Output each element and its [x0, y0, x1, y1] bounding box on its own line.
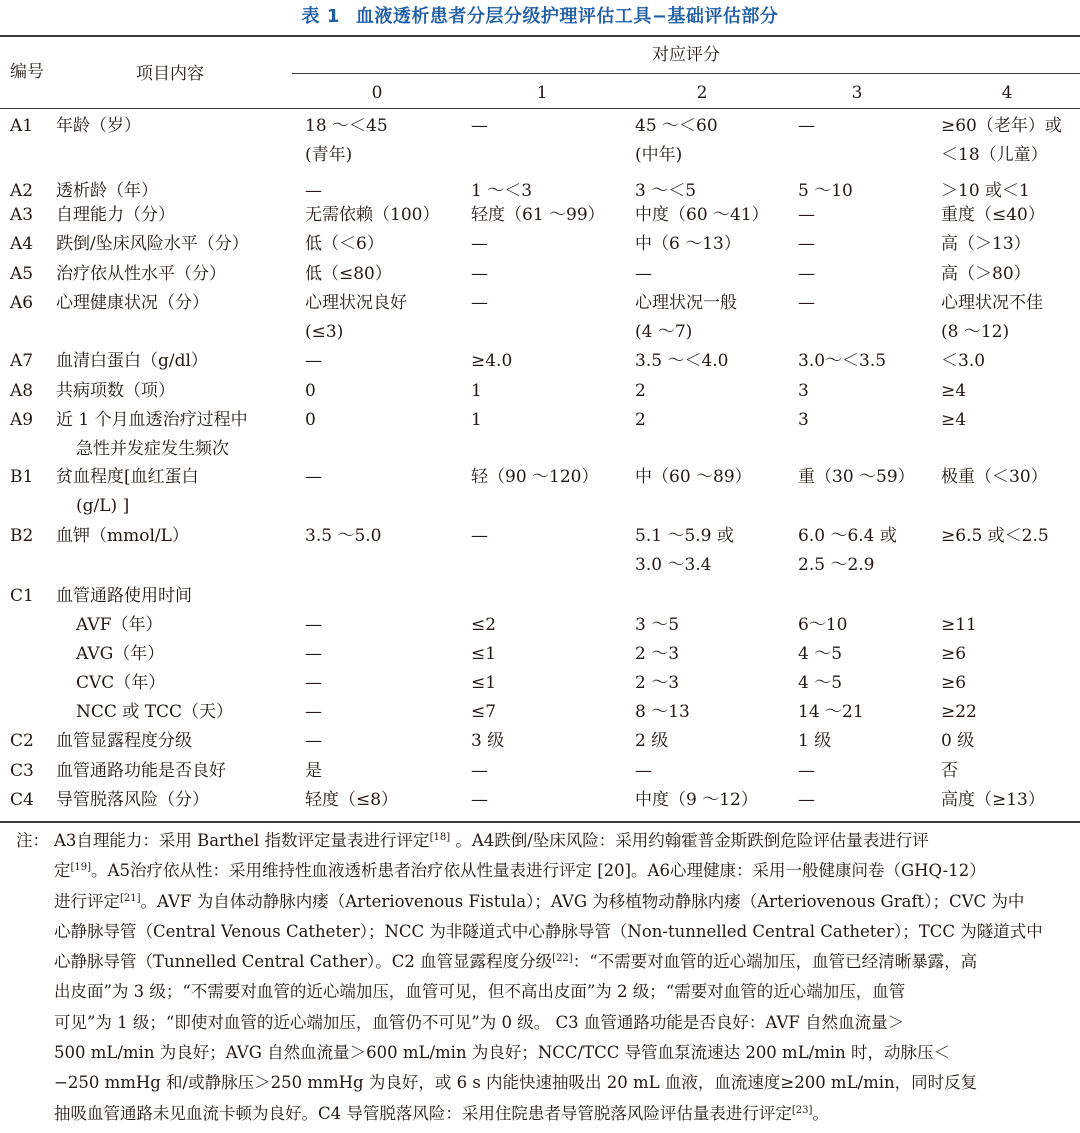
- row-score-2-line2: (中年): [635, 145, 683, 165]
- note-line: [54, 1038, 1066, 1068]
- row-item: 共病项数（项）: [56, 381, 175, 401]
- row-score-0: 是: [305, 761, 322, 781]
- row-score-2: 2 ～3: [635, 673, 680, 693]
- row-score-2: 3 ～5: [635, 615, 680, 635]
- row-score-0: —: [305, 673, 322, 693]
- note-reference: [22]: [552, 953, 573, 965]
- row-score-2: 2 级: [635, 731, 669, 751]
- row-score-3: 3: [798, 381, 809, 401]
- row-score-2: 5.1 ～5.9 或: [635, 526, 734, 546]
- row-score-1: —: [471, 761, 488, 781]
- row-score-1: ≤7: [471, 702, 497, 722]
- row-id: B2: [10, 526, 34, 546]
- row-score-0-line2: (≤3): [305, 322, 344, 342]
- note-reference: [23]: [791, 1104, 813, 1116]
- row-score-4: 极重（＜30）: [941, 467, 1048, 487]
- row-score-3: —: [798, 264, 815, 284]
- header-score-2: 2: [696, 83, 708, 103]
- row-score-0: —: [305, 702, 322, 722]
- row-score-1: 1 ～＜3: [471, 181, 533, 201]
- row-score-3: —: [798, 234, 815, 254]
- header-rule: [0, 108, 1080, 109]
- note-reference: [18]: [429, 832, 451, 843]
- note-line: [54, 856, 1066, 886]
- row-id: A2: [10, 181, 34, 201]
- row-score-3: 重（30 ～59）: [798, 467, 915, 487]
- note-text: −250 mmHg 和/或静脉压＞250 mmHg 为良好，或 6 s 内能快速抽吸出 20 mL 血液，血流速度≥200 mL/min，同时反复: [54, 1073, 978, 1093]
- header-score-3: 3: [851, 83, 863, 103]
- note-text: 500 mL/min 为良好；AVG 自然血流量＞600 mL/min 为良好；NCC/TCC 导管血泵流速达 200 mL/min 时，动脉压＜: [54, 1043, 951, 1063]
- row-id: A1: [10, 116, 34, 136]
- row-score-2: 中（60 ～89）: [635, 467, 752, 487]
- note-text: 心静脉导管（Tunnelled Central Cather）。C2 血管显露程度分级: [54, 952, 553, 972]
- row-score-4: ＜3.0: [941, 351, 986, 371]
- note-line: [54, 1008, 1066, 1038]
- note-line: [54, 917, 1066, 947]
- row-item: CVC（年）: [76, 673, 166, 693]
- row-item: 血钾（mmol/L）: [56, 526, 189, 546]
- row-score-4: ≥11: [941, 615, 977, 635]
- row-score-1: 3 级: [471, 731, 505, 751]
- row-item: 透析龄（年）: [56, 181, 158, 201]
- row-score-4: ≥4: [941, 410, 967, 430]
- row-score-1: 1: [471, 410, 482, 430]
- note-text: A3自理能力：采用 Barthel 指数评定量表进行评定: [54, 831, 430, 850]
- note-line: [54, 1068, 1066, 1098]
- note-text-continued: 。A4跌倒/坠床风险：采用约翰霍普金斯跌倒危险评估量表进行评: [450, 831, 929, 850]
- row-item: 年龄（岁）: [56, 116, 141, 136]
- row-score-2-line2: 3.0 ～3.4: [635, 555, 712, 575]
- row-score-1: —: [471, 234, 488, 254]
- row-score-4: 0 级: [941, 731, 975, 751]
- row-score-3: —: [798, 761, 815, 781]
- row-score-1: 轻度（61 ～99）: [471, 205, 605, 225]
- row-score-3: 3: [798, 410, 809, 430]
- row-score-2: 中度（9 ～12）: [635, 790, 758, 810]
- row-score-4: ≥6.5 或＜2.5: [941, 526, 1049, 546]
- header-score-1: 1: [536, 83, 548, 103]
- row-score-4: ≥6: [941, 644, 967, 664]
- note-text-continued: ：“不需要对血管的近心端加压，血管已经清晰暴露，高: [572, 952, 978, 972]
- row-score-2-line2: (4 ～7): [635, 322, 693, 342]
- row-score-1: —: [471, 264, 488, 284]
- row-score-1: —: [471, 293, 488, 313]
- row-item: AVG（年）: [76, 644, 165, 664]
- row-score-2: 2 ～3: [635, 644, 680, 664]
- row-item: 血管通路使用时间: [56, 586, 192, 606]
- row-score-3: —: [798, 790, 815, 810]
- row-id: C4: [10, 790, 34, 810]
- note-text-continued: 。AVF 为自体动静脉内瘘（Arteriovenous Fistula）；AVG 为移植物动静脉内瘘（Arteriovenous Graft）；CVC 为中: [140, 891, 1025, 911]
- row-id: C3: [10, 761, 34, 781]
- row-score-0: —: [305, 351, 322, 371]
- row-item-line2: (g/L) ]: [76, 496, 130, 516]
- note-text: 抽吸血管通路未见血流卡顿为良好。C4 导管脱落风险：采用住院患者导管脱落风险评估量表进行评定: [54, 1103, 792, 1123]
- row-score-0: —: [305, 181, 322, 201]
- note-text-continued: 。A5治疗依从性：采用维持性血液透析患者治疗依从性量表进行评定 [20]。A6心理健康：采用一般健康问卷（GHQ-12）: [91, 861, 986, 881]
- row-score-2: —: [635, 761, 652, 781]
- row-score-0: 心理状况良好: [305, 293, 407, 313]
- row-score-2: 8 ～13: [635, 702, 690, 722]
- row-score-3: 5 ～10: [798, 181, 853, 201]
- header-score-4: 4: [1001, 83, 1013, 103]
- row-id: A5: [10, 264, 34, 284]
- row-score-0: 无需依赖（100）: [305, 205, 440, 225]
- note-text: 定: [54, 861, 71, 881]
- note-line: [54, 826, 1066, 856]
- row-score-4: 高（＞80）: [941, 264, 1031, 284]
- row-score-2: 45 ～＜60: [635, 116, 718, 136]
- row-score-2: 3.5 ～＜4.0: [635, 351, 729, 371]
- row-score-3: 3.0～＜3.5: [798, 351, 887, 371]
- header-score-0: 0: [371, 83, 383, 103]
- row-score-4-line2: (8 ～12): [941, 322, 1010, 342]
- row-item: 自理能力（分）: [56, 205, 175, 225]
- row-id: A9: [10, 410, 34, 430]
- row-score-1: —: [471, 790, 488, 810]
- row-score-0: 轻度（≤8）: [305, 790, 399, 810]
- row-id: A7: [10, 351, 34, 371]
- row-id: A8: [10, 381, 34, 401]
- row-score-2: 心理状况一般: [635, 293, 737, 313]
- note-text: 出皮面”为 3 级；“不需要对血管的近心端加压，血管可见，但不高出皮面”为 2 级；“需要对血管的近心端加压，血管: [54, 982, 906, 1002]
- row-score-1: ≤1: [471, 644, 497, 664]
- row-score-2: 2: [635, 410, 646, 430]
- row-score-3: 6.0 ～6.4 或: [798, 526, 897, 546]
- table-label: 表 1: [301, 6, 340, 27]
- score-group-rule: [292, 73, 1080, 74]
- row-score-2: 2: [635, 381, 646, 401]
- row-score-0: —: [305, 731, 322, 751]
- row-item: AVF（年）: [76, 615, 163, 635]
- row-score-3: 4 ～5: [798, 673, 843, 693]
- note-text-continued: 。: [812, 1103, 829, 1123]
- note-line: [54, 977, 1066, 1007]
- row-item: 近 1 个月血透治疗过程中: [56, 410, 248, 430]
- row-score-1: ≤1: [471, 673, 497, 693]
- row-score-3: —: [798, 205, 815, 225]
- row-score-4: 重度（≤40）: [941, 205, 1045, 225]
- row-score-0: 0: [305, 381, 316, 401]
- row-score-0: 0: [305, 410, 316, 430]
- note-line: [54, 947, 1066, 977]
- row-score-2: 中度（60 ～41）: [635, 205, 769, 225]
- row-id: C2: [10, 731, 34, 751]
- row-score-4: 高度（≥13）: [941, 790, 1045, 810]
- note-line: [54, 887, 1066, 917]
- row-score-4: 否: [941, 761, 958, 781]
- row-score-0-line2: (青年): [305, 145, 353, 165]
- table-notes: [16, 826, 1066, 1129]
- row-item: 跌倒/坠床风险水平（分）: [56, 234, 249, 254]
- row-score-4: 高（＞13）: [941, 234, 1031, 254]
- note-text: 心静脉导管（Central Venous Catheter）；NCC 为非隧道式中心静脉导管（Non-tunnelled Central Catheter）；TCC 为隧道式中: [54, 921, 1043, 941]
- row-score-2: 3 ～＜5: [635, 181, 697, 201]
- note-text: 进行评定: [54, 891, 120, 911]
- row-id: A6: [10, 293, 34, 313]
- row-score-1: ≥4.0: [471, 351, 513, 371]
- row-score-0: 3.5 ～5.0: [305, 526, 382, 546]
- row-score-4: ≥4: [941, 381, 967, 401]
- row-score-2: —: [635, 264, 652, 284]
- row-score-4: ＞10 或＜1: [941, 181, 1030, 201]
- row-item-line2: 急性并发症发生频次: [76, 439, 229, 459]
- header-col-id: 编号: [10, 62, 44, 82]
- row-score-3: 6～10: [798, 615, 848, 635]
- row-score-0: 18 ～＜45: [305, 116, 388, 136]
- row-item: 贫血程度[血红蛋白: [56, 467, 199, 487]
- header-col-item: 项目内容: [136, 64, 204, 84]
- row-score-0: —: [305, 615, 322, 635]
- notes-label: 注：: [16, 831, 49, 850]
- row-score-3: 1 级: [798, 731, 832, 751]
- row-score-3: —: [798, 116, 815, 136]
- row-item: 治疗依从性水平（分）: [56, 264, 226, 284]
- row-score-1: ≤2: [471, 615, 497, 635]
- row-score-3: —: [798, 293, 815, 313]
- row-item: 导管脱落风险（分）: [56, 790, 209, 810]
- row-score-2: 中（6 ～13）: [635, 234, 741, 254]
- row-score-3: 4 ～5: [798, 644, 843, 664]
- note-text: 可见”为 1 级；“即使对血管的近心端加压，血管仍不可见”为 0 级。 C3 血管通路功能是否良好：AVF 自然血流量＞: [54, 1012, 905, 1032]
- row-score-3-line2: 2.5 ～2.9: [798, 555, 875, 575]
- bottom-rule: [0, 821, 1080, 823]
- header-score-group: 对应评分: [652, 45, 720, 65]
- row-item: NCC 或 TCC（天）: [76, 702, 234, 722]
- row-item: 血管显露程度分级: [56, 731, 192, 751]
- row-item: 心理健康状况（分）: [56, 293, 209, 313]
- top-rule: [0, 35, 1080, 37]
- note-reference: [21]: [120, 892, 141, 904]
- row-id: A4: [10, 234, 34, 254]
- row-score-1: 轻（90 ～120）: [471, 467, 599, 487]
- row-score-0: —: [305, 467, 322, 487]
- row-score-1: —: [471, 116, 488, 136]
- row-score-4: ≥22: [941, 702, 977, 722]
- row-score-0: 低（≤80）: [305, 264, 392, 284]
- row-score-0: 低（＜6）: [305, 234, 384, 254]
- row-score-4: ≥60（老年）或: [941, 116, 1062, 136]
- row-score-1: —: [471, 526, 488, 546]
- row-score-4-line2: ＜18（儿童）: [941, 145, 1048, 165]
- row-score-1: 1: [471, 381, 482, 401]
- row-id: C1: [10, 586, 34, 606]
- row-id: A3: [10, 205, 34, 225]
- note-reference: [19]: [70, 862, 92, 874]
- table-caption: [0, 2, 1080, 32]
- row-score-0: —: [305, 644, 322, 664]
- row-item: 血清白蛋白（g/dl）: [56, 351, 208, 371]
- table-title: 血液透析患者分层分级护理评估工具−基础评估部分: [355, 6, 779, 27]
- row-id: B1: [10, 467, 34, 487]
- row-item: 血管通路功能是否良好: [56, 761, 226, 781]
- row-score-4: ≥6: [941, 673, 967, 693]
- row-score-4: 心理状况不佳: [941, 293, 1043, 313]
- note-line: [54, 1099, 1066, 1129]
- row-score-3: 14 ～21: [798, 702, 864, 722]
